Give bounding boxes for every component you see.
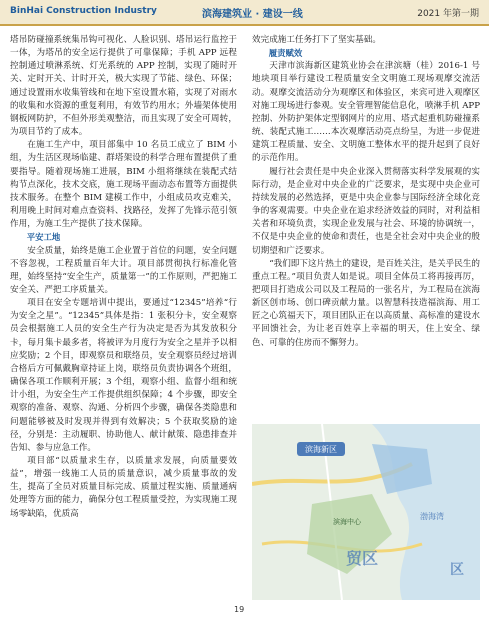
- paragraph: 项目部“以质量求生存，以质量求发展，向质量要效益”，增强一线施工人员的质量意识，减少质量事故的发生，提高了全员对质量目标完成、质量过程实施、质量通病处理等方面的能力，确保分包工程质量受控，为实现施工现场零缺陷，优质高: [10, 456, 237, 519]
- map-label-district: 滨海中心: [333, 518, 361, 526]
- section-heading-safety: 平安工地: [26, 232, 61, 243]
- paragraph: “我们即下这片热土的建设，是百姓关注，是关乎民生的重点工程。”项目负责人如是说。项目全体员工将再接再厉，把项目打造成公司以及工程局的一张名片，为工程局在滨海新区创市场、创口碑贡献力量。以智慧科技造福滨海、用工匠之心筑福天下，项目团队正在以高质量、高标准的建设水平回馈社会，为让老百姓享上幸福的明天，住上安全、绿色、可靠的住房而不懈努力。: [252, 258, 480, 348]
- section-heading-responsibility: 履责赋效: [268, 48, 303, 59]
- paragraph: 安全质量，始终是施工企业置于首位的问题，安全问题不容忽视，工程质量百年大计。项目部贯彻执行标准化管理，始终坚持“安全生产，质量第一”的工作原则，严把施工安全关、严把工序质量关。: [10, 245, 237, 295]
- issue-label: 2021 年第一期: [417, 9, 479, 19]
- left-column: [10, 34, 237, 521]
- map-illustration: [252, 424, 480, 600]
- page-number: 19: [234, 605, 245, 614]
- paragraph: 效完成施工任务打下了坚实基础。: [252, 35, 381, 45]
- district-map-image: [252, 424, 480, 600]
- paragraph: 履行社会责任是中央企业深入贯彻落实科学发展观的实际行动，是企业对中央企业的广泛要求，是实现中央企业可持续发展的必然选择，更是中央企业参与国际经济全球化竞争的客观需要。中央企业在追求经济效益的同时，对利益相关者和环境负责，实现企业发展与社会、环境的协调统一，不仅是中央企业的使命和责任，也是全社会对中央企业的殷切期望和广泛要求。: [252, 166, 480, 256]
- right-column: [252, 34, 480, 350]
- map-label-big: 贸区: [345, 549, 379, 568]
- map-label-top: 滨海新区: [305, 445, 337, 454]
- paragraph: 塔吊防碰撞系统集吊钩可视化、人脸识别、塔吊运行监控于一体，为塔吊的安全运行提供了可靠保障；手机 APP 远程控制通过喷淋系统、灯光系统的 APP 控制，实现了随时开关、定时开关、计时开关，极大实现了节能、绿色、环保；通过设置雨水收集管线和在地下室设置水箱，实现了对雨水的收集和水资源的重复利用，有效节约用水；外墙架体使用钢板网防护，不但外形美观整洁，而且实现了安全可周转，为项目节约了成本。: [10, 35, 237, 138]
- map-label-corner: 区: [450, 562, 464, 578]
- paragraph: 在施工生产中，项目部集中 10 名员工成立了 BIM 小组，为生活区现场临建、群塔架设的科学合理布置提供了重要指导。随着现场施工进展，BIM 小组将继续在装配式结构节点深化，技术交底，施工现场平面动态布置等方面提供技术服务。在整个 BIM 建模工作中，小组成员攻克难关，利用晚上时间对难点查资料、找路径，发挥了先锋示范引领作用，为施工生产提供了技术保障。: [10, 140, 237, 230]
- magazine-name-en: BinHai Construction Industry: [10, 6, 157, 16]
- page-header: [0, 0, 489, 26]
- paragraph: 天津市滨海新区建筑业协会在津滨塘（桂）2016-1 号地块项目举行建设工程质量安全文明施工现场观摩交流活动。观摩交流活动分为观摩区和体验区，来宾可进入观摩区对施工现场进行参观。安全管理智能信息化，喷淋手机 APP 控制、外防护架体定型钢网片的应用、塔式起重机防碰撞系统、装配式施工……本次观摩活动亮点纷呈，为进一步促进建筑工程质量、安全、文明施工整体水平的提升起到了良好的示范作用。: [252, 61, 480, 164]
- paragraph: 项目在安全专题培训中提出，要通过“12345”培养“行为安全之星”。“12345”具体是指：1 张积分卡，安全观察员会根据施工人员的安全生产行为决定是否为其发放积分卡，每月集卡最多者，将被评为月度行为安全之星并予以相应奖励；2 个目，即观察员和联络员，安全观察员经过培训合格后方可佩戴胸章持证上岗，联络员负责协调各个班组，确保各项工作顺利开展；3 个组，观察小组、监督小组和统计小组，为安全生产工作提供组织保障；4 个步骤，即安全观察的准备、观察、沟通、分析四个步骤，确保各类隐患和问题能够被及时发现并得到有效解决；5 个获取奖励的途径，分别是：主动履职、协助他人、献计献策、隐患排查并告知、参与应急工作。: [10, 298, 237, 453]
- magazine-section-title: 滨海建筑业 · 建设一线: [202, 9, 303, 20]
- map-label-sea: 渤海湾: [420, 512, 444, 521]
